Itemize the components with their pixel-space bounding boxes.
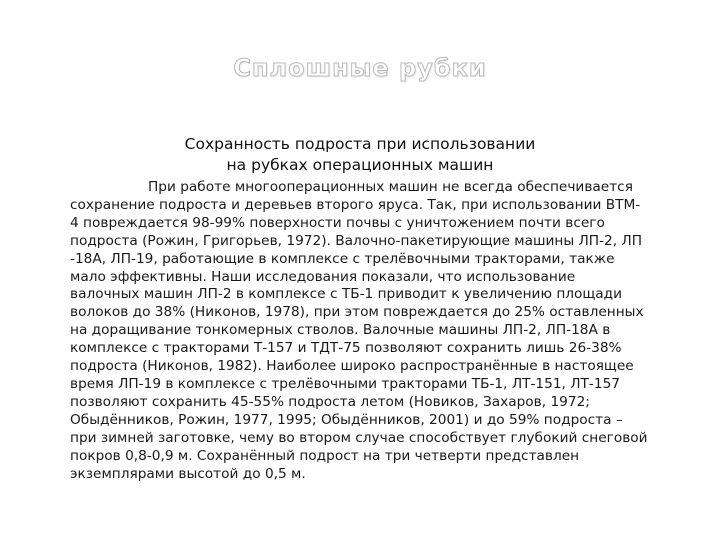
slide-title: Сплошные рубки bbox=[233, 54, 487, 82]
section-heading-line: на рубках операционных машин bbox=[226, 156, 494, 174]
paragraph-line: мало эффективны. Наши исследования показали, что использование bbox=[70, 268, 576, 285]
paragraph-line: валочных машин ЛП-2 в комплексе с ТБ-1 приводит к увеличению площади bbox=[70, 286, 623, 303]
paragraph-line: сохранение подроста и деревьев второго яруса. Так, при использовании ВТМ- bbox=[70, 196, 641, 213]
paragraph-line: волоков до 38% (Никонов, 1978), при этом повреждается до 25% оставленных bbox=[70, 304, 644, 321]
paragraph-line: комплексе с тракторами Т-157 и ТДТ-75 позволяют сохранить лишь 26-38% bbox=[70, 340, 622, 357]
paragraph-line: Обыдёнников, Рожин, 1977, 1995; Обыдёнников, 2001) и до 59% подроста – bbox=[70, 411, 623, 428]
section-heading-line: Сохранность подроста при использовании bbox=[184, 135, 536, 153]
section-heading bbox=[80, 134, 640, 176]
paragraph-line: экземплярами высотой до 0,5 м. bbox=[70, 465, 306, 482]
paragraph-line: При работе многооперационных машин не всегда обеспечивается bbox=[148, 179, 633, 195]
paragraph-line: время ЛП-19 в комплексе с трелёвочными тракторами ТБ-1, ЛТ-151, ЛТ-157 bbox=[70, 375, 620, 392]
paragraph-line: на доращивание тонкомерных стволов. Валочные машины ЛП-2, ЛП-18А в bbox=[70, 322, 611, 339]
body-paragraph bbox=[70, 179, 660, 483]
paragraph-line: подроста (Никонов, 1982). Наиболее широко распространённые в настоящее bbox=[70, 358, 634, 375]
paragraph-line: покров 0,8-0,9 м. Сохранённый подрост на три четверти представлен bbox=[70, 447, 580, 464]
paragraph-line: при зимней заготовке, чему во втором случае способствует глубокий снеговой bbox=[70, 429, 648, 446]
paragraph-line: -18А, ЛП-19, работающие в комплексе с трелёвочными тракторами, также bbox=[70, 250, 615, 267]
paragraph-line: позволяют сохранить 45-55% подроста летом (Новиков, Захаров, 1972; bbox=[70, 393, 590, 410]
paragraph-line: 4 повреждается 98-99% поверхности почвы с уничтожением почти всего bbox=[70, 214, 605, 231]
paragraph-line: подроста (Рожин, Григорьев, 1972). Валочно-пакетирующие машины ЛП-2, ЛП bbox=[70, 232, 643, 249]
